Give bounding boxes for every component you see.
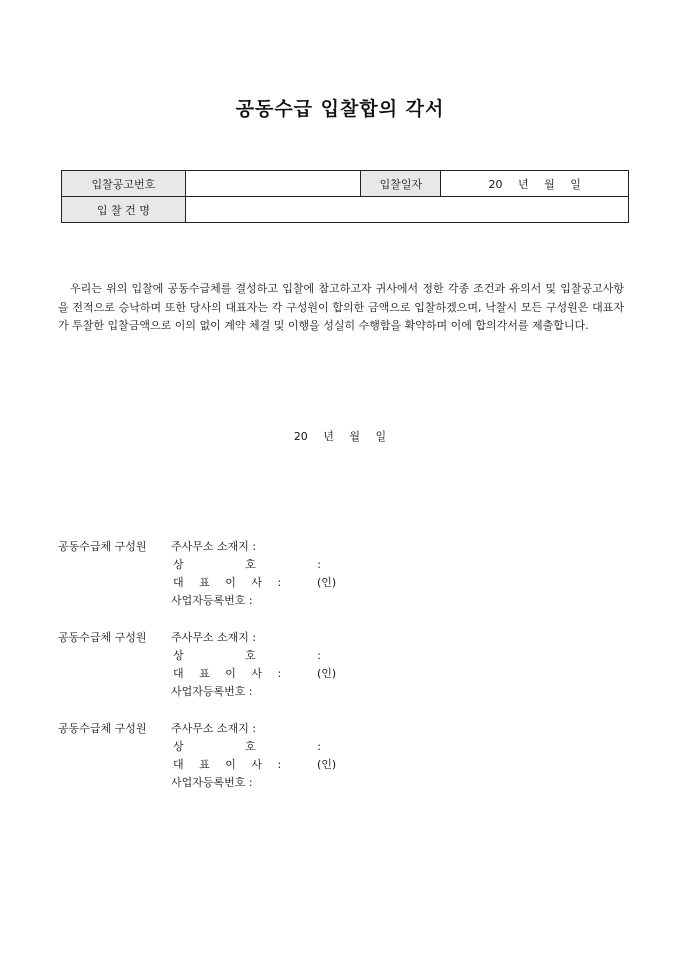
member-role: 공동수급체 구성원 bbox=[58, 540, 147, 553]
notice-number-field[interactable] bbox=[185, 171, 361, 197]
company-label: 상 호 : bbox=[173, 649, 321, 662]
page-title: 공동수급 입찰합의 각서 bbox=[235, 98, 445, 120]
bid-date-field[interactable]: 20 년 월 일 bbox=[441, 171, 629, 197]
table-row bbox=[62, 197, 629, 223]
seal-mark: (인) bbox=[317, 576, 337, 589]
ceo-label: 대 표 이 사 : bbox=[173, 576, 282, 589]
bid-date-label: 입찰일자 bbox=[361, 171, 441, 197]
seal-mark: (인) bbox=[317, 758, 337, 771]
member-role: 공동수급체 구성원 bbox=[58, 631, 147, 644]
registration-number-label: 사업자등록번호 : bbox=[171, 776, 253, 789]
ceo-label: 대 표 이 사 : bbox=[173, 758, 282, 771]
bid-name-field[interactable] bbox=[185, 197, 628, 223]
registration-number-label: 사업자등록번호 : bbox=[171, 594, 253, 607]
bid-name-label: 입 찰 건 명 bbox=[62, 197, 186, 223]
company-label: 상 호 : bbox=[173, 558, 321, 571]
company-label: 상 호 : bbox=[173, 740, 321, 753]
address-label: 주사무소 소재지 : bbox=[171, 540, 257, 553]
ceo-label: 대 표 이 사 : bbox=[173, 667, 282, 680]
address-label: 주사무소 소재지 : bbox=[171, 631, 257, 644]
seal-mark: (인) bbox=[317, 667, 337, 680]
bid-info-table bbox=[61, 170, 629, 223]
address-label: 주사무소 소재지 : bbox=[171, 722, 257, 735]
table-row bbox=[62, 171, 629, 197]
notice-number-label: 입찰공고번호 bbox=[62, 171, 186, 197]
member-role: 공동수급체 구성원 bbox=[58, 722, 147, 735]
registration-number-label: 사업자등록번호 : bbox=[171, 685, 253, 698]
agreement-statement: 우리는 위의 입찰에 공동수급체를 결성하고 입찰에 참고하고자 귀사에서 정한 각종 조건과 유의서 및 입찰공고사항을 전적으로 승낙하며 또한 당사의 대표자는 각 구성원이 합의한 금액으로 입찰하겠으며, 낙찰시 모든 구성원은 대표자가 투찰한 입찰금액으로 이의 없이 계약 체결 및 이행을 성실히 수행함을 확약하며 이에 합의각서를 제출합니다. bbox=[58, 282, 624, 332]
submission-date: 20 년 월 일 bbox=[293, 430, 387, 443]
